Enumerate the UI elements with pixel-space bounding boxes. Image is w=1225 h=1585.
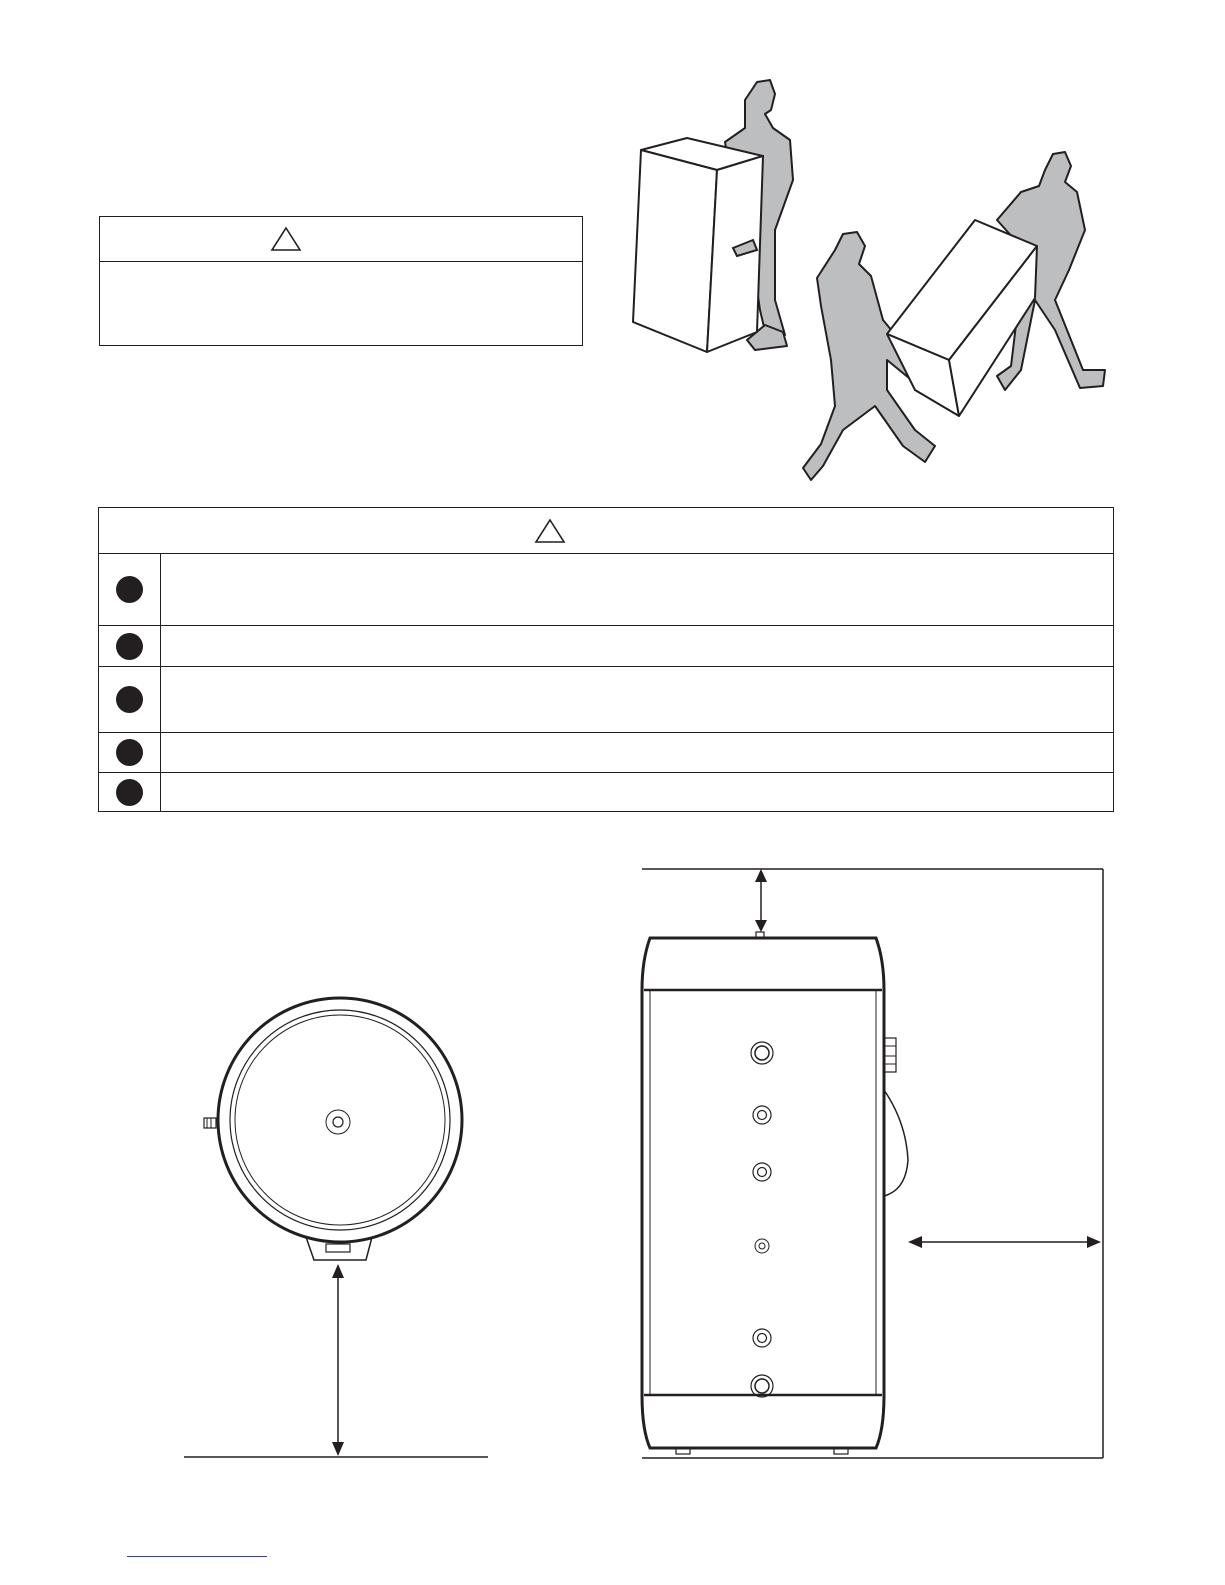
- footer-link-underline[interactable]: [127, 1556, 267, 1557]
- warning-row: [99, 554, 1113, 626]
- two-person-lift-illustration: [625, 70, 1125, 510]
- warning-triangle-icon: [534, 518, 566, 544]
- warning-triangle-icon: [270, 226, 302, 252]
- warning-row: [99, 773, 1113, 811]
- bullet-icon: [116, 779, 143, 806]
- bullet-icon: [116, 686, 143, 713]
- bullet-icon: [116, 576, 143, 603]
- warning-row: [99, 626, 1113, 667]
- warning-row: [99, 667, 1113, 733]
- caution-box: [99, 216, 583, 346]
- caution-box-header: [100, 217, 582, 262]
- warning-row: [99, 733, 1113, 773]
- bullet-icon: [116, 633, 143, 660]
- cylinder-side-view-drawing: [630, 860, 1120, 1470]
- warning-table: [98, 507, 1114, 812]
- cylinder-top-view-drawing: [180, 990, 500, 1470]
- bullet-icon: [116, 739, 143, 766]
- warning-table-header: [99, 508, 1113, 554]
